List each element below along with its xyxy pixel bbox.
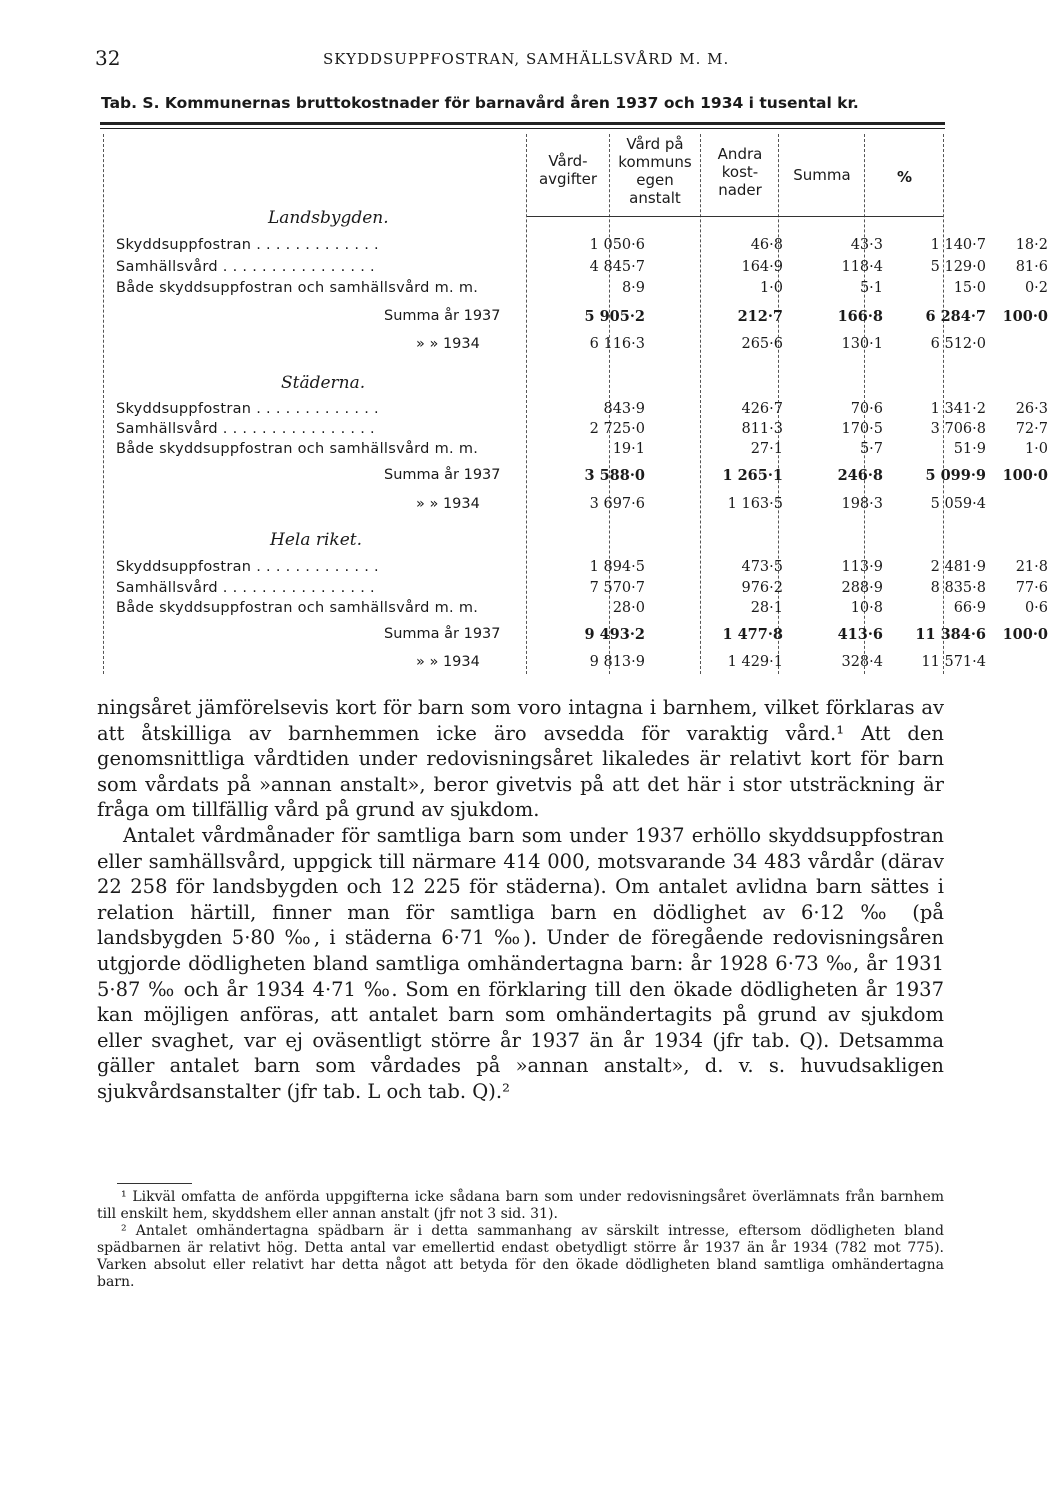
cell-summa: 8 835·8 [930, 580, 986, 596]
cell-vard-egen: 811·3 [741, 421, 783, 437]
cell-vard-egen: 1 163·5 [727, 496, 783, 512]
cell-vard-egen: 212·7 [737, 308, 783, 325]
cell-andra: 328·4 [841, 654, 883, 670]
cell-andra: 170·5 [841, 421, 883, 437]
page-header [95, 46, 945, 76]
cell-percent: 21·8 [1015, 559, 1048, 575]
cell-vardavgifter: 8·9 [621, 280, 645, 296]
row-label: Både skyddsuppfostran och samhällsvård m. m. [116, 441, 479, 457]
cell-summa: 66·9 [953, 600, 986, 616]
cell-percent: 77·6 [1015, 580, 1048, 596]
table-row [116, 259, 1048, 281]
section-title-hela-riket: Hela riket. [270, 530, 363, 550]
running-title: SKYDDSUPPFOSTRAN, SAMHÄLLSVÅRD M. M. [323, 50, 730, 68]
cell-summa: 11 571·4 [921, 654, 986, 670]
cell-andra: 10·8 [850, 600, 883, 616]
section-title-landsbygden: Landsbygden. [268, 208, 389, 228]
section-title-staderna: Städerna. [281, 373, 366, 393]
cell-summa: 6 512·0 [930, 336, 986, 352]
cell-vard-egen: 1 477·8 [722, 626, 783, 643]
row-label: » » 1934 [416, 654, 480, 670]
table-row [116, 336, 986, 358]
footnotes [97, 1189, 944, 1291]
cell-vardavgifter: 3 588·0 [584, 467, 645, 484]
cell-andra: 5·7 [859, 441, 883, 457]
cell-andra: 198·3 [841, 496, 883, 512]
row-label: Samhällsvård . . . . . . . . . . . . . . . . [116, 580, 375, 596]
header-bottom-rule [527, 216, 943, 217]
cell-vardavgifter: 9 493·2 [584, 626, 645, 643]
table-left-border [103, 134, 104, 674]
cell-percent: 0·6 [1024, 600, 1048, 616]
cell-andra: 70·6 [850, 401, 883, 417]
cell-summa: 1 140·7 [930, 237, 986, 253]
cell-vard-egen: 1 429·1 [727, 654, 783, 670]
cell-summa: 5 059·4 [930, 496, 986, 512]
cell-vard-egen: 1 265·1 [722, 467, 783, 484]
cell-percent: 100·0 [1002, 626, 1048, 643]
cell-vard-egen: 28·1 [750, 600, 783, 616]
cell-andra: 113·9 [841, 559, 883, 575]
cell-percent: 72·7 [1015, 421, 1048, 437]
cell-andra: 5·1 [859, 280, 883, 296]
cell-summa: 5 129·0 [930, 259, 986, 275]
cell-vardavgifter: 5 905·2 [584, 308, 645, 325]
cell-percent: 81·6 [1015, 259, 1048, 275]
cell-andra: 413·6 [837, 626, 883, 643]
table-top-rule-thin [100, 128, 945, 129]
table-row [116, 600, 1048, 622]
table-row [116, 559, 1048, 581]
colhead-percent: % [896, 168, 913, 186]
row-label: Summa år 1937 [384, 467, 501, 483]
cell-vard-egen: 426·7 [741, 401, 783, 417]
footnote-2: ² Antalet omhändertagna spädbarn är i detta sammanhang av särskilt intresse, eftersom dödligheten bland spädbarnen är relativt hög. Detta antal var emellertid endast obetydligt större år 1937 än år 1934 (782 mot 775). Varken absolut eller relativt har detta något att betyda för den ökade dödligheten bland samtliga omhändertagna barn. [97, 1223, 944, 1290]
cell-andra: 166·8 [837, 308, 883, 325]
table-row-total [116, 626, 1048, 648]
table-row [116, 401, 1048, 423]
cell-andra: 43·3 [850, 237, 883, 253]
cell-andra: 246·8 [837, 467, 883, 484]
row-label: » » 1934 [416, 336, 480, 352]
cell-summa: 11 384·6 [915, 626, 986, 643]
cell-vardavgifter: 28·0 [612, 600, 645, 616]
table-row [116, 496, 986, 518]
row-label: Både skyddsuppfostran och samhällsvård m. m. [116, 280, 479, 296]
cell-vard-egen: 473·5 [741, 559, 783, 575]
cell-vard-egen: 976·2 [741, 580, 783, 596]
table-row [116, 421, 1048, 443]
colhead-summa: Summa [793, 166, 851, 184]
table-row [116, 441, 1048, 463]
row-label: Både skyddsuppfostran och samhällsvård m. m. [116, 600, 479, 616]
colhead-andra-kostnader: Andra kost- nader [717, 145, 763, 199]
cell-percent: 100·0 [1002, 308, 1048, 325]
cell-vardavgifter: 7 570·7 [589, 580, 645, 596]
cell-vard-egen: 265·6 [741, 336, 783, 352]
cell-vard-egen: 27·1 [750, 441, 783, 457]
cell-vardavgifter: 19·1 [612, 441, 645, 457]
cell-andra: 130·1 [841, 336, 883, 352]
cell-vardavgifter: 1 050·6 [589, 237, 645, 253]
row-label: Samhällsvård . . . . . . . . . . . . . . . . [116, 259, 375, 275]
cell-percent: 0·2 [1024, 280, 1048, 296]
body-paragraph: ningsåret jämförelsevis kort för barn som voro intagna i barnhem, vilket förklaras av att åtskilliga av barnhemmen icke äro avsedda för varaktig vård.¹ Att den genomsnittliga vårdtiden under redovisningsåret likaledes är relativt kort för barn som vårdats på »annan anstalt», beror givetvis på att det här i stor utsträckning är fråga om tillfällig vård på grund av sjukdom. [97, 696, 944, 822]
body-paragraph: Antalet vårdmånader för samtliga barn som under 1937 erhöllo skyddsuppfostran eller samhällsvård, uppgick till närmare 414 000, motsvarande 34 483 vårdår (därav 22 258 för landsbygden och 12 225 för städerna). Om antalet avlidna barn sättes i relation härtill, finner man för samtliga barn en dödlighet av 6·12 ‰ (på landsbygden 5·80 ‰, i städerna 6·71 ‰). Under de föregående redovisningsåren utgjorde dödligheten bland samtliga omhändertagna barn: år 1928 6·73 ‰, år 1931 5·87 ‰ och år 1934 4·71 ‰. Som en förklaring till den ökade dödligheten år 1937 kan möjligen anföras, att antalet barn som omhändertagits på grund av sjukdom eller svaghet, var ej oväsentligt större år 1937 än år 1934 (jfr tab. Q). Detsamma gäller antalet barn som vårdades på »annan anstalt», d. v. s. huvudsakligen sjukvårdsanstalter (jfr tab. L och tab. Q).² [97, 823, 944, 1103]
colhead-vardavgifter: Vård- avgifter [538, 152, 598, 188]
footnote-rule [117, 1183, 192, 1184]
table-row-total [116, 308, 1048, 330]
cell-summa: 3 706·8 [930, 421, 986, 437]
cell-vardavgifter: 3 697·6 [589, 496, 645, 512]
row-label: Skyddsuppfostran . . . . . . . . . . . . . [116, 559, 379, 575]
body-text [97, 695, 944, 1105]
cell-vardavgifter: 843·9 [603, 401, 645, 417]
row-label: Skyddsuppfostran . . . . . . . . . . . . . [116, 401, 379, 417]
cell-percent: 26·3 [1015, 401, 1048, 417]
cell-summa: 2 481·9 [930, 559, 986, 575]
cell-percent: 18·2 [1015, 237, 1048, 253]
table-top-rule-thick [100, 122, 945, 125]
cell-vard-egen: 164·9 [741, 259, 783, 275]
cell-vard-egen: 1·0 [759, 280, 783, 296]
table-row-total [116, 467, 1048, 489]
cell-vardavgifter: 2 725·0 [589, 421, 645, 437]
cell-summa: 1 341·2 [930, 401, 986, 417]
cell-percent: 100·0 [1002, 467, 1048, 484]
cell-vardavgifter: 1 894·5 [589, 559, 645, 575]
colhead-vard-egen-anstalt: Vård på kommuns egen anstalt [618, 135, 692, 207]
table-row [116, 280, 1048, 302]
cell-vardavgifter: 6 116·3 [589, 336, 645, 352]
row-label: Summa år 1937 [384, 626, 501, 642]
table-row [116, 654, 986, 676]
row-label: Summa år 1937 [384, 308, 501, 324]
page-number: 32 [95, 46, 121, 70]
cell-andra: 288·9 [841, 580, 883, 596]
cell-percent: 1·0 [1024, 441, 1048, 457]
cell-andra: 118·4 [841, 259, 883, 275]
cell-summa: 5 099·9 [925, 467, 986, 484]
table-title: Tab. S. Kommunernas bruttokostnader för barnavård åren 1937 och 1934 i tusental kr. [101, 94, 859, 112]
cell-vard-egen: 46·8 [750, 237, 783, 253]
row-label: » » 1934 [416, 496, 480, 512]
footnote-1: ¹ Likväl omfatta de anförda uppgifterna icke sådana barn som under redovisningsåret överlämnats från barnhem till enskilt hem, skyddshem eller annan anstalt (jfr not 3 sid. 31). [97, 1189, 944, 1222]
cell-vardavgifter: 9 813·9 [589, 654, 645, 670]
table-row [116, 237, 1048, 259]
row-label: Skyddsuppfostran . . . . . . . . . . . . . [116, 237, 379, 253]
cell-summa: 15·0 [953, 280, 986, 296]
cell-summa: 51·9 [953, 441, 986, 457]
row-label: Samhällsvård . . . . . . . . . . . . . . . . [116, 421, 375, 437]
table-row [116, 580, 1048, 602]
cell-summa: 6 284·7 [925, 308, 986, 325]
cell-vardavgifter: 4 845·7 [589, 259, 645, 275]
